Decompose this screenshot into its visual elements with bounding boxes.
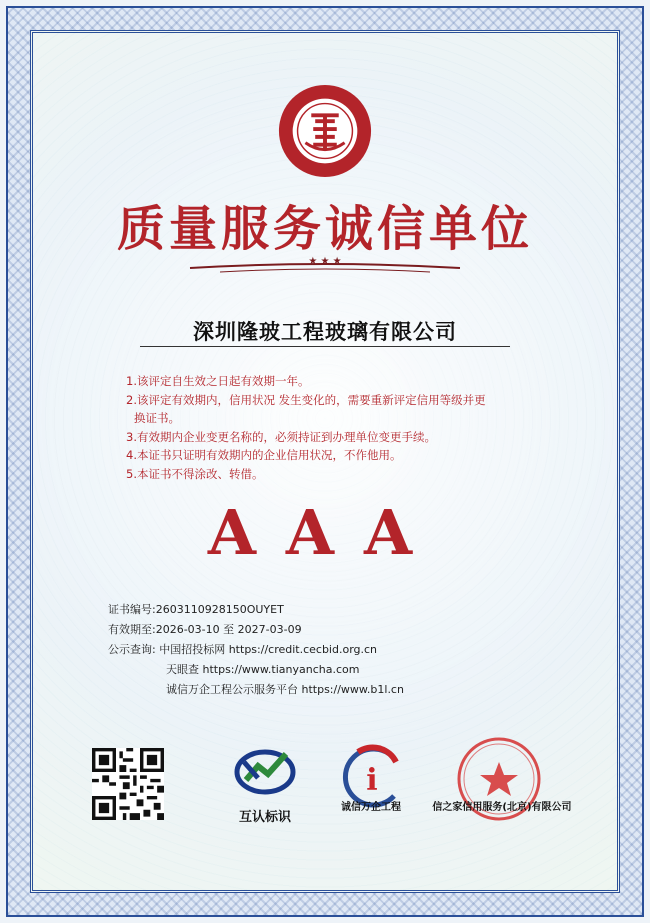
cert-number-row <box>108 600 404 620</box>
note-3: 3.有效期内企业变更名称的，必须持证到办理单位变更手续。 <box>126 429 436 444</box>
company-underline <box>140 346 510 347</box>
query-line-1[interactable]: 中国招投标网 https://credit.cecbid.org.cn <box>159 643 378 656</box>
qr-code[interactable] <box>92 748 164 820</box>
issuer-company-caption: 信之家信用服务(北京)有限公司 <box>432 802 572 813</box>
credit-rating: AAA <box>207 496 443 569</box>
query-label: 公示查询: <box>108 643 156 656</box>
validity-from: 2026-03-10 <box>155 623 220 636</box>
cert-number-label: 证书编号: <box>108 603 156 616</box>
title-divider-ornament <box>180 252 470 276</box>
note-2-cont: 换证书。 <box>134 411 180 425</box>
note-1: 1.该评定自生效之日起有效期一年。 <box>126 374 310 388</box>
mutual-recognition-caption: 互认标识 <box>238 810 291 825</box>
query-line-2[interactable]: 天眼查 https://www.tianyancha.com <box>166 663 360 676</box>
query-line-3[interactable]: 诚信万企工程公示服务平台 https://www.b1l.cn <box>166 683 404 696</box>
svg-text:★ ★ ★: ★ ★ ★ <box>308 256 342 267</box>
query-row <box>108 640 404 660</box>
validity-label: 有效期至: <box>108 623 156 636</box>
certificate-info <box>108 600 404 700</box>
platform-emblem-logo <box>276 82 374 180</box>
certificate-notes <box>126 372 526 483</box>
note-5: 5.本证书不得涂改、转借。 <box>126 466 264 481</box>
company-name: 深圳隆玻工程玻璃有限公司 <box>193 320 457 344</box>
note-4: 4.本证书只证明有效期内的企业信用状况，不作他用。 <box>126 448 402 462</box>
validity-to: 2027-03-09 <box>237 623 302 636</box>
validity-separator: 至 <box>223 623 235 636</box>
svg-text:i: i <box>366 763 378 798</box>
cert-number: 2603110928150OUYET <box>155 603 284 616</box>
note-2: 2.该评定有效期内，信用状况 发生变化的，需要重新评定信用等级并更 <box>126 392 486 407</box>
mutual-recognition-logo <box>228 744 302 798</box>
validity-row <box>108 620 404 640</box>
integrity-platform-caption: 诚信万企工程 <box>341 802 401 813</box>
certificate-title: 质量服务诚信单位 <box>116 201 533 257</box>
